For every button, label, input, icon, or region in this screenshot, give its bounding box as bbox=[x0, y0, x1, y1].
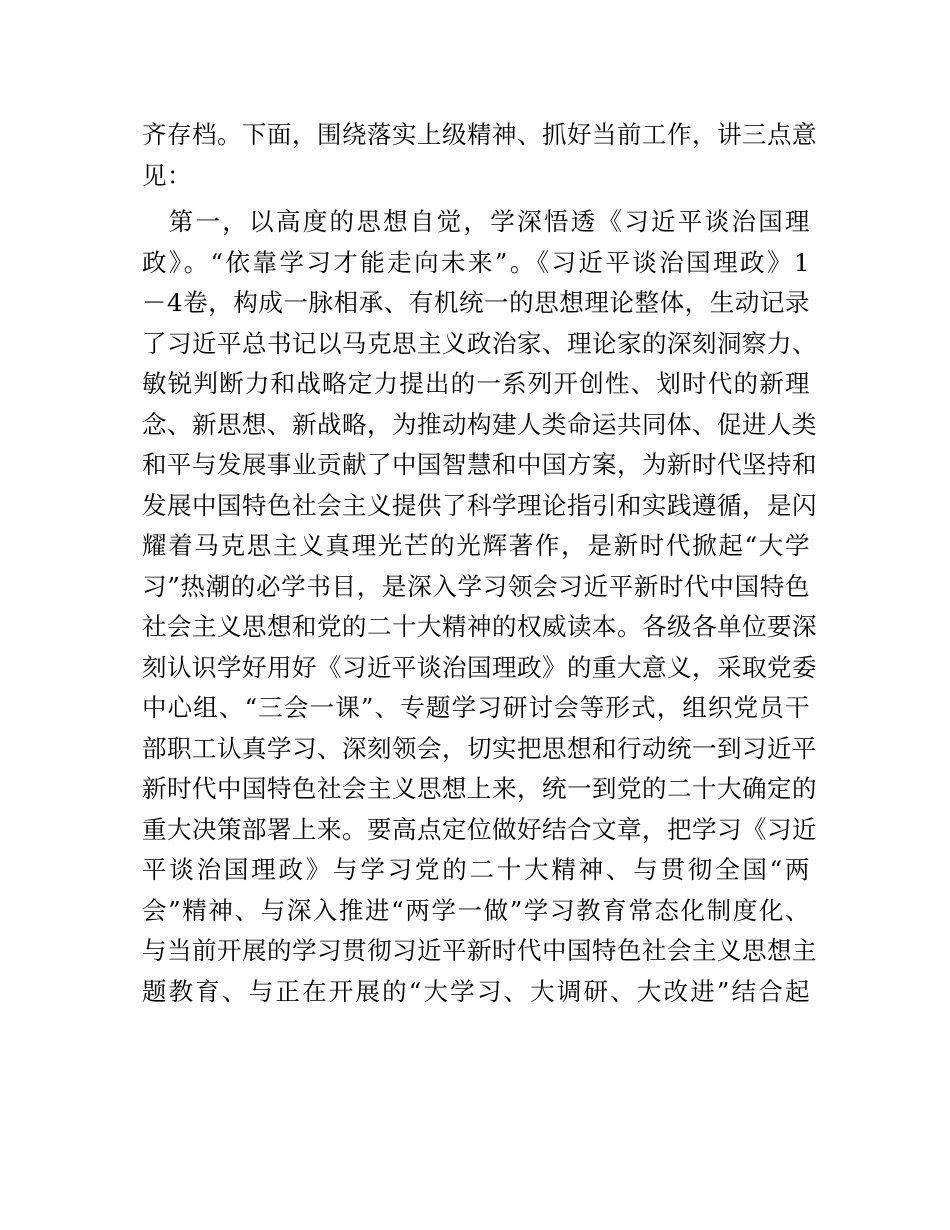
text-line: 会”精神、与深入推进“两学一做”学习教育常态化制度化、 bbox=[142, 895, 810, 925]
text-line: 念、新思想、新战略，为推动构建人类命运共同体、促进人类 bbox=[142, 409, 817, 439]
text-line: －4卷，构成一脉相承、有机统一的思想理论整体，生动记录 bbox=[142, 288, 810, 317]
text-line: 政》。“依靠学习才能走向未来”。《习近平谈治国理政》1 bbox=[142, 247, 810, 277]
text-line: 题教育、与正在开展的“大学习、大调研、大改进”结合起 bbox=[142, 976, 810, 1006]
text-line: 发展中国特色社会主义提供了科学理论指引和实践遵循，是闪 bbox=[142, 490, 817, 520]
text-line: 重大决策部署上来。要高点定位做好结合文章，把学习《习近 bbox=[142, 814, 817, 844]
text-line: 新时代中国特色社会主义思想上来，统一到党的二十大确定的 bbox=[142, 774, 817, 803]
body-text bbox=[142, 115, 817, 1012]
text-line: 平谈治国理政》与学习党的二十大精神、与贯彻全国“两 bbox=[142, 855, 810, 884]
text-line: 部职工认真学习、深刻领会，切实把思想和行动统一到习近平 bbox=[142, 733, 817, 763]
text-line: 齐存档。下面，围绕落实上级精神、抓好当前工作，讲三点意 bbox=[142, 120, 817, 149]
text-line: 中心组、“三会一课”、专题学习研讨会等形式，组织党员干 bbox=[142, 693, 810, 722]
text-line: 第一，以高度的思想自觉，学深悟透《习近平谈治国理 bbox=[142, 207, 810, 236]
text-line: 和平与发展事业贡献了中国智慧和中国方案，为新时代坚持和 bbox=[142, 450, 817, 479]
text-line: 见： bbox=[142, 160, 192, 190]
text-line: 敏锐判断力和战略定力提出的一系列开创性、划时代的新理 bbox=[142, 369, 810, 398]
text-line: 刻认识学好用好《习近平谈治国理政》的重大意义，采取党委 bbox=[142, 652, 817, 682]
text-line: 与当前开展的学习贯彻习近平新时代中国特色社会主义思想主 bbox=[142, 936, 817, 965]
text-line: 耀着马克思主义真理光芒的光辉著作，是新时代掀起“大学 bbox=[142, 531, 810, 560]
text-line: 了习近平总书记以马克思主义政治家、理论家的深刻洞察力、 bbox=[142, 328, 817, 358]
text-line: 社会主义思想和党的二十大精神的权威读本。各级各单位要深 bbox=[142, 612, 817, 641]
text-line: 习”热潮的必学书目，是深入学习领会习近平新时代中国特色 bbox=[142, 571, 810, 601]
